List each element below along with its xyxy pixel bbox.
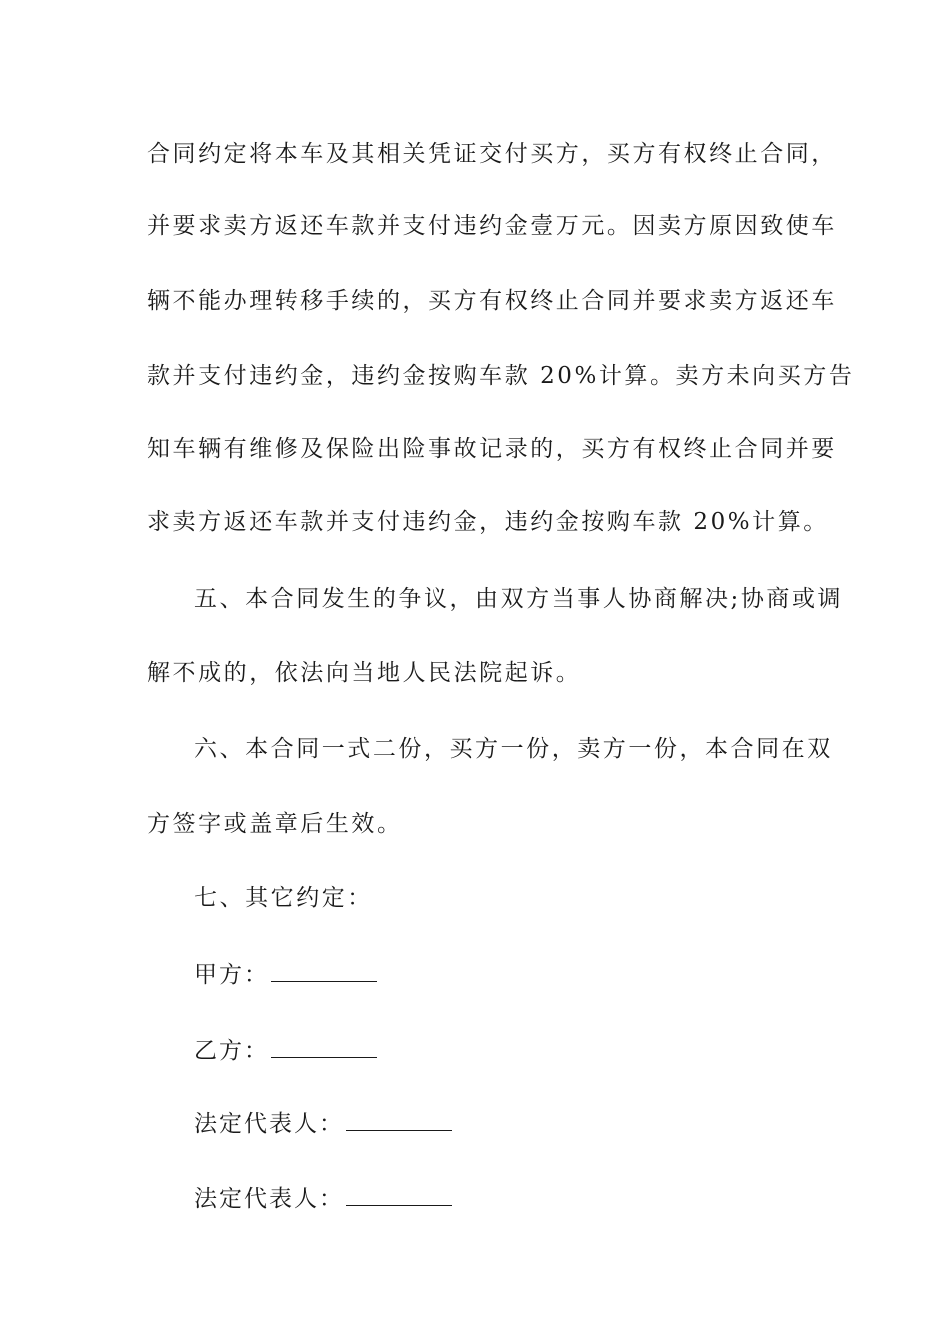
paragraph-line: 五、本合同发生的争议，由双方当事人协商解决;协商或调 bbox=[194, 586, 844, 612]
paragraph-line: 解不成的，依法向当地人民法院起诉。 bbox=[147, 660, 582, 686]
paragraph-line: 知车辆有维修及保险出险事故记录的，买方有权终止合同并要 bbox=[147, 436, 837, 462]
legal-rep-label-2: 法定代表人： bbox=[194, 1186, 344, 1212]
section-heading: 七、其它约定： bbox=[194, 885, 373, 911]
party-a-blank bbox=[271, 959, 377, 982]
paragraph-line: 合同约定将本车及其相关凭证交付买方，买方有权终止合同， bbox=[147, 141, 837, 167]
paragraph-line: 辆不能办理转移手续的，买方有权终止合同并要求卖方返还车 bbox=[147, 288, 837, 314]
paragraph-line: 方签字或盖章后生效。 bbox=[147, 811, 403, 837]
party-b-blank bbox=[271, 1035, 377, 1058]
legal-rep-label-1: 法定代表人： bbox=[194, 1111, 344, 1137]
legal-rep-blank-2 bbox=[346, 1183, 452, 1206]
legal-rep-signature-2 bbox=[194, 1183, 452, 1213]
paragraph-line: 求卖方返还车款并支付违约金，违约金按购车款 20%计算。 bbox=[147, 509, 829, 535]
party-a-signature bbox=[194, 959, 377, 989]
party-b-signature bbox=[194, 1035, 377, 1065]
paragraph-line: 并要求卖方返还车款并支付违约金壹万元。因卖方原因致使车 bbox=[147, 213, 837, 239]
paragraph-line: 款并支付违约金，违约金按购车款 20%计算。卖方未向买方告 bbox=[147, 363, 855, 389]
legal-rep-blank-1 bbox=[346, 1108, 452, 1131]
legal-rep-signature-1 bbox=[194, 1108, 452, 1138]
party-a-label: 甲方： bbox=[194, 962, 269, 988]
party-b-label: 乙方： bbox=[194, 1038, 269, 1064]
paragraph-line: 六、本合同一式二份，买方一份，卖方一份，本合同在双 bbox=[194, 736, 833, 762]
